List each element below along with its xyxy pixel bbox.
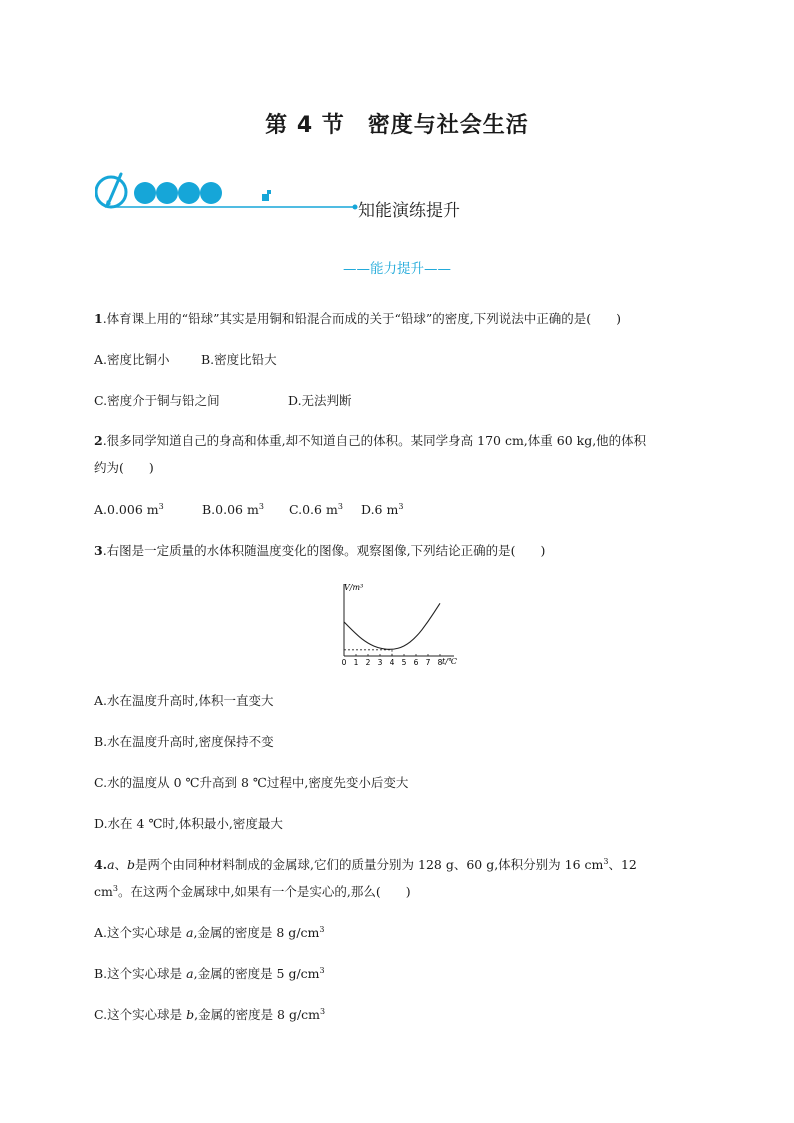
question-4-stem-line1: 4.a、b是两个由同种材料制成的金属球,它们的质量分别为 128 g、60 g,体积分别为 16 $cm^3$、12 xyxy=(94,856,637,872)
brush-icon xyxy=(96,174,126,208)
q2-option-a[interactable]: A.0.006 $m^3$ xyxy=(94,501,164,517)
q4-option-c[interactable]: C.这个实心球是 b,金属的密度是 8 $g/cm^3$ xyxy=(94,1006,326,1022)
x-tick-label: 7 xyxy=(425,658,431,667)
section-heading: ——能力提升—— xyxy=(343,261,451,277)
banner-label: 知能演练提升 xyxy=(358,201,460,221)
x-tick-label: 0 xyxy=(341,658,347,667)
chart-marks xyxy=(344,603,440,656)
question-2-stem-line2: 约为( ) xyxy=(94,460,154,475)
q1-option-c[interactable]: C.密度介于铜与铅之间 xyxy=(94,393,220,408)
q2-option-d[interactable]: D.6 $m^3$ xyxy=(361,501,404,517)
q2-option-c[interactable]: C.0.6 $m^3$ xyxy=(289,501,343,517)
volume-temperature-chart xyxy=(330,578,470,670)
progress-dots-icon xyxy=(134,182,222,204)
question-1-stem: 1.体育课上用的“铅球”其实是用铜和铅混合而成的关于“铅球”的密度,下列说法中正确的是( ) xyxy=(94,311,621,326)
q4-option-a[interactable]: A.这个实心球是 a,金属的密度是 8 $g/cm^3$ xyxy=(94,924,325,940)
x-tick-label: 2 xyxy=(365,658,371,667)
x-tick-label: 1 xyxy=(353,658,359,667)
chart-y-label: V/m³ xyxy=(344,583,364,592)
question-1-options-row1 xyxy=(94,350,277,370)
q4-option-b[interactable]: B.这个实心球是 a,金属的密度是 5 $g/cm^3$ xyxy=(94,965,325,981)
x-tick-label: 6 xyxy=(413,658,419,667)
x-tick-label: 5 xyxy=(401,658,407,667)
chart-axes xyxy=(344,584,454,656)
page-title: 第 4 节 密度与社会生活 xyxy=(265,113,529,138)
square-decoration-icon xyxy=(262,194,269,201)
x-tick-label: 8 xyxy=(437,658,443,667)
q1-option-a[interactable]: A.密度比铜小 xyxy=(94,352,170,367)
series-curve xyxy=(344,603,440,649)
q1-option-b[interactable]: B.密度比铅大 xyxy=(201,352,277,367)
question-2-stem-line1: 2.很多同学知道自己的身高和体重,却不知道自己的体积。某同学身高 170 cm,体重 60 kg,他的体积 xyxy=(94,433,647,448)
q3-option-c[interactable]: C.水的温度从 0 ℃升高到 8 ℃过程中,密度先变小后变大 xyxy=(94,775,409,790)
x-tick-label: 3 xyxy=(377,658,383,667)
question-1-options-row2 xyxy=(94,391,352,411)
q3-option-a[interactable]: A.水在温度升高时,体积一直变大 xyxy=(94,693,274,708)
q2-option-b[interactable]: B.0.06 $m^3$ xyxy=(202,501,264,517)
question-3-stem: 3.右图是一定质量的水体积随温度变化的图像。观察图像,下列结论正确的是( ) xyxy=(94,543,546,558)
x-tick-label: 4 xyxy=(389,658,395,667)
q3-option-b[interactable]: B.水在温度升高时,密度保持不变 xyxy=(94,734,274,749)
q1-option-d[interactable]: D.无法判断 xyxy=(288,393,352,408)
question-2-options xyxy=(94,500,403,520)
q3-option-d[interactable]: D.水在 4 ℃时,体积最小,密度最大 xyxy=(94,816,283,831)
question-4-stem-line2: $cm^3$。在这两个金属球中,如果有一个是实心的,那么( ) xyxy=(94,883,411,899)
chart-x-label: t/℃ xyxy=(442,657,457,666)
